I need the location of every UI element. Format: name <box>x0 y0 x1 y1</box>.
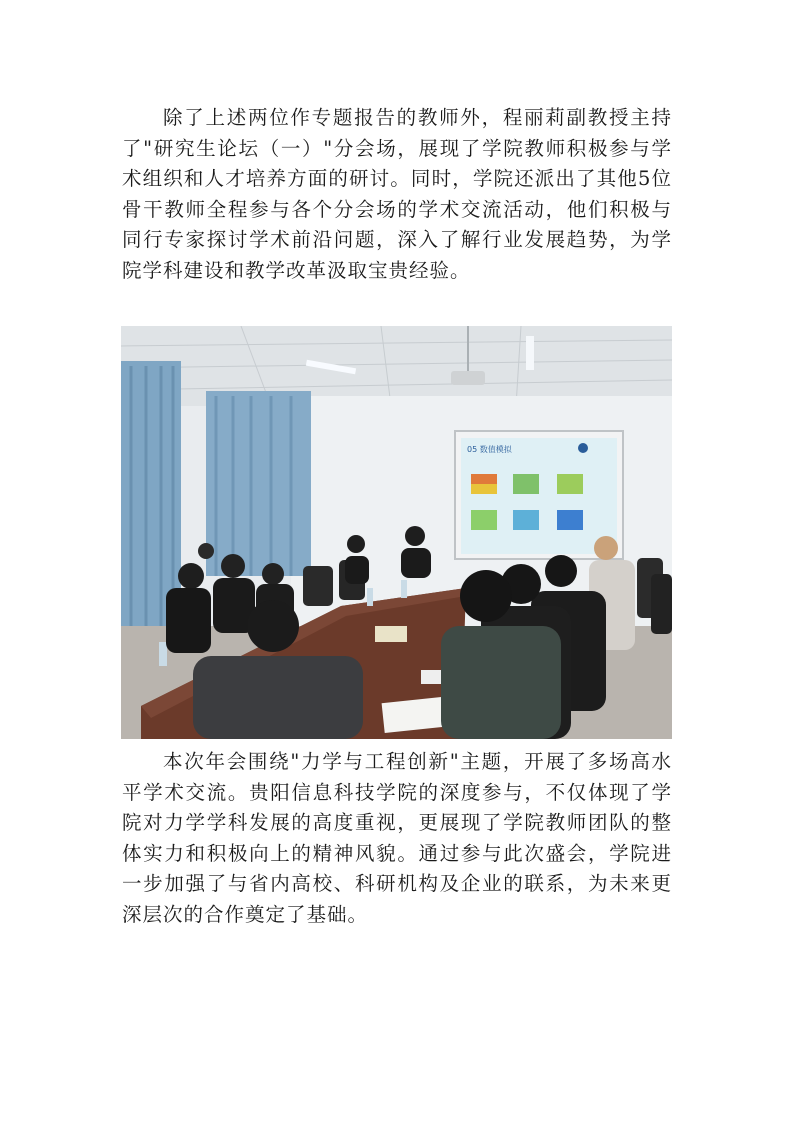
body-paragraph-2: 本次年会围绕"力学与工程创新"主题，开展了多场高水平学术交流。贵阳信息科技学院的深度参与，不仅体现了学院对力学学科发展的高度重视，更展现了学院教师团队的整体实力和积极向上的精神风貌。通过参与此次盛会，学院进一步加强了与省内高校、科研机构及企业的联系，为未来更深层次的合作奠定了基础。 <box>122 750 672 926</box>
meeting-photo <box>121 326 672 739</box>
slide-title: 05 数值模拟 <box>467 445 512 454</box>
body-paragraph-1: 除了上述两位作专题报告的教师外，程丽莉副教授主持了"研究生论坛（一）"分会场，展现了学院教师积极参与学术组织和人才培养方面的研讨。同时，学院还派出了其他5位骨干教师全程参与各个分会场的学术交流活动，他们积极与同行专家探讨学术前沿问题，深入了解行业发展趋势，为学院学科建设和教学改革汲取宝贵经验。 <box>122 106 672 282</box>
